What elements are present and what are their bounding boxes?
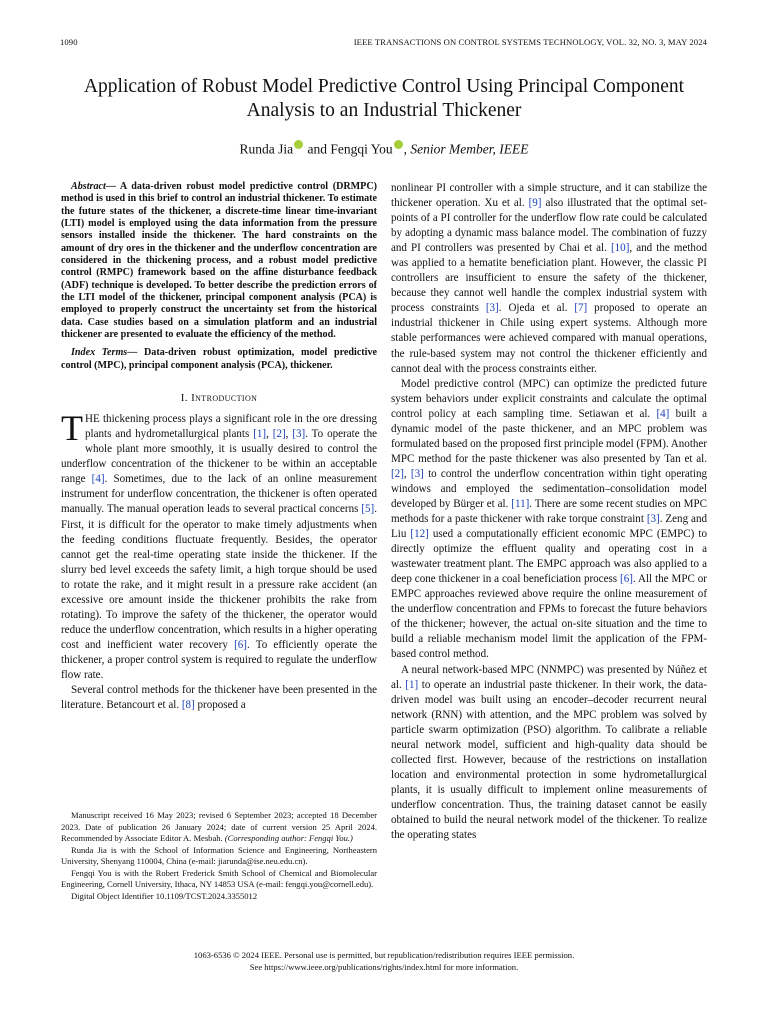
body-paragraph <box>391 663 707 844</box>
citation-link[interactable]: [3] <box>410 467 424 480</box>
index-terms-label: Index Terms <box>71 347 128 359</box>
author-name: Fengqi You <box>330 141 393 157</box>
orcid-icon[interactable] <box>294 140 303 149</box>
citation-link[interactable]: [7] <box>574 302 588 315</box>
citation-link[interactable]: [2] <box>272 428 286 441</box>
page-number: 1090 <box>60 37 78 47</box>
citation-link[interactable]: [1] <box>405 678 419 691</box>
manuscript-note: Manuscript received 16 May 2023; revised 6 September 2023; accepted 18 December 2023. Date of publication 26 January 2024; date of current version 25 April 2024. Recommended by Associate Editor A. Mesbah. (Corresponding author: Fengqi You.) <box>61 810 377 843</box>
running-head <box>60 37 707 47</box>
citation-link[interactable]: [1] <box>253 428 267 441</box>
body-text: , <box>285 428 293 441</box>
right-column <box>391 181 707 843</box>
body-text: , and the method was applied to a hematite beneficiation plant. However, the classic PI controllers are insufficient to ensure the safety of the thickener, because they cannot well handle the complex industrial system with process constraints <box>391 242 707 315</box>
body-text: . Sometimes, due to the lack of an online measurement instrument for underflow concentration, the thickener is often operated manually. The manual operation leads to several practical concerns <box>61 473 377 516</box>
body-text: , <box>403 467 411 480</box>
citation-link[interactable]: [4] <box>656 407 670 420</box>
citation-link[interactable]: [12] <box>410 528 429 541</box>
body-text: proposed to operate an industrial thickener in Chile using expert systems. Although more stable performances were achieved compared with manual operations, the rule-based system may not control the thickener efficiently and cannot deal with the process constraints either. <box>391 302 707 375</box>
orcid-icon[interactable] <box>394 140 403 149</box>
abstract-label: Abstract <box>71 181 106 192</box>
body-paragraph <box>391 181 707 377</box>
body-text: , <box>266 428 273 441</box>
body-text: . First, it is difficult for the operator to make timely adjustments when the feeding conditions fluctuate frequently. Besides, the operator cannot get the real-time operating state inside the thickener. If the slurry bed level exceeds the safety limit, a high torque should be used to rotate the rake, and it might result in a pressure rake accident (an excessive ore amount inside the thickener prohibits the rake from rotating). To improve the safety of the thickener, the operator would reduce the underflow concentration, which results in a higher operating cost and inefficient water recovery <box>61 503 377 651</box>
body-paragraph <box>61 408 377 683</box>
author-role: , Senior Member, IEEE <box>403 141 529 157</box>
citation-link[interactable]: [2] <box>391 467 404 480</box>
body-text: to control the underflow concentration within tight operating windows and employed the sedimentation–consolidation model developed by Bürger et al. <box>391 467 707 510</box>
citation-link[interactable]: [9] <box>528 197 542 210</box>
body-text: A neural network-based MPC (NNMPC) was presented by Núñez et al. <box>391 663 707 691</box>
author-connector: and <box>304 141 331 157</box>
body-text: . Zeng and Liu <box>391 513 707 541</box>
body-text: Model predictive control (MPC) can optimize the predicted future system behaviors under explicit constraints and calculate the optimal control policy at each sampling time. Setiawan et al. <box>391 377 707 420</box>
section-heading <box>61 391 377 406</box>
body-text: HE thickening process plays a significant role in the ore dressing plants and hydrometallurgical plants <box>85 413 377 441</box>
author-footnote <box>61 810 377 902</box>
body-text: . There are some recent studies on MPC methods for a paste thickener with rake torque constraint <box>391 497 707 526</box>
citation-link[interactable]: [3] <box>646 513 660 526</box>
copyright-line: 1063-6536 © 2024 IEEE. Personal use is permitted, but republication/redistribution requires IEEE permission. <box>193 950 575 960</box>
paper-title: Application of Robust Model Predictive Control Using Principal Component Analysis to an Industrial Thickener <box>83 76 685 121</box>
body-text: used a computationally efficient economic MPC (EMPC) to directly optimize the effluent quality and operating cost in a wastewater treatment plant. The EMPC approach was also applied to a deep cone thickener in a coal beneficiation process <box>391 528 707 586</box>
index-terms-text: — Data-driven robust optimization, model predictive control (MPC), principal component analysis (PCA), thickener. <box>61 347 377 371</box>
body-text: to operate an industrial paste thickener. In their work, the data-driven model was built using an encoder–decoder recurrent neural network (RNN) with attention, and the MPC problem was solved by particle swarm optimization (PSO) algorithm. To calibrate a reliable neural network model, sufficient and high-quality data should be collected first. However, because of the restrictions on installation location and environmental protection in some hydrometallurgical plants, it is usually difficult to implement online measurements of underflow concentration. Thus, the training dataset cannot be easily obtained to build the neural network model of the thickener. To realize the operating states <box>391 678 707 842</box>
corresponding-author: (Corresponding author: Fengqi You.) <box>224 833 353 843</box>
journal-header: IEEE TRANSACTIONS ON CONTROL SYSTEMS TECHNOLOGY, VOL. 32, NO. 3, MAY 2024 <box>353 37 707 47</box>
citation-link[interactable]: [3] <box>485 302 499 315</box>
body-text: proposed a <box>194 699 246 712</box>
body-text: also illustrated that the optimal set-points of a PI controller for the underflow flow rate could be calculated by adopting a dynamic mass balance model. The combination of fuzzy and PI controllers was presented by Chai et al. <box>391 197 707 255</box>
author-name: Runda Jia <box>239 141 294 157</box>
citation-link[interactable]: [8] <box>181 699 195 712</box>
author-line <box>60 139 708 158</box>
abstract <box>61 181 377 341</box>
body-paragraph <box>61 683 377 713</box>
body-text: . To efficiently operate the thickener, a proper control system is required to regulate the underflow flow rate. <box>61 638 377 681</box>
left-column <box>61 181 377 713</box>
body-paragraph <box>391 377 707 663</box>
index-terms <box>61 347 377 372</box>
affiliation-note: Runda Jia is with the School of Information Science and Engineering, Northeastern University, Shenyang 110004, China (e-mail: jiarunda@ise.neu.edu.cn). <box>61 844 377 866</box>
doi[interactable]: Digital Object Identifier 10.1109/TCST.2024.3355012 <box>71 890 258 901</box>
rights-link[interactable]: See https://www.ieee.org/publications/rights/index.html for more information. <box>249 961 519 972</box>
body-text: . Ojeda et al. <box>498 302 575 315</box>
citation-link[interactable]: [10] <box>610 242 630 255</box>
body-text: Several control methods for the thickener have been presented in the literature. Betancourt et al. <box>61 684 377 712</box>
citation-link[interactable]: [3] <box>292 428 306 441</box>
drop-cap: T <box>61 408 83 449</box>
affiliation-note: Fengqi You is with the Robert Frederick Smith School of Chemical and Biomolecular Engineering, Cornell University, Ithaca, NY 14853 USA (e-mail: fengqi.you@cornell.edu). <box>61 867 377 889</box>
section-number: I. <box>180 392 192 405</box>
body-text: built a dynamic model of the paste thickener, and an MPC problem was formulated based on the proposed first principle model (FPM). Another MPC method for the paste thickener was also presented by Tan et al. <box>391 407 708 465</box>
citation-link[interactable]: [5] <box>361 503 375 516</box>
citation-link[interactable]: [6] <box>620 573 633 586</box>
section-title: Introduction <box>191 392 258 405</box>
body-text: . All the MPC or EMPC approaches reviewed above require the online measurement of the underflow concentration and FPMs to forecast the future behaviors of the thickener; however, the actual on-site situation and the time to build a reliable mechanism model limit the application of the FPM-based control method. <box>391 573 707 661</box>
body-text: . To operate the whole plant more smoothly, it is usually desired to control the underflow concentration of the thickener to be within an acceptable range <box>61 428 377 486</box>
citation-link[interactable]: [4] <box>91 473 105 486</box>
abstract-text: — A data-driven robust model predictive control (DRMPC) method is used in this brief to control an industrial thickener. To estimate the future states of the thickener, a discrete-time linear time-invariant (LTI) model is employed using the data information from the pressure sensors installed inside the thickener. The hard constraints on the amount of dry ores in the thickener and the underflow concentration are considered in the thickening process, and a robust model predictive control (RMPC) framework based on the affine disturbance feedback (ADF) technique is developed. To better describe the prediction errors of the LTI model of the thickener, principal component analysis (PCA) is employed to properly construct the uncertainty set from the historical data. Case studies based on a simulation platform and an industrial thickener are presented to evaluate the efficiency of the method. <box>61 181 377 341</box>
citation-link[interactable]: [11] <box>511 497 530 510</box>
copyright-notice <box>60 950 708 973</box>
body-text: nonlinear PI controller with a simple structure, and it can stabilize the thickener operation. Xu et al. <box>391 182 707 210</box>
citation-link[interactable]: [6] <box>234 638 247 651</box>
